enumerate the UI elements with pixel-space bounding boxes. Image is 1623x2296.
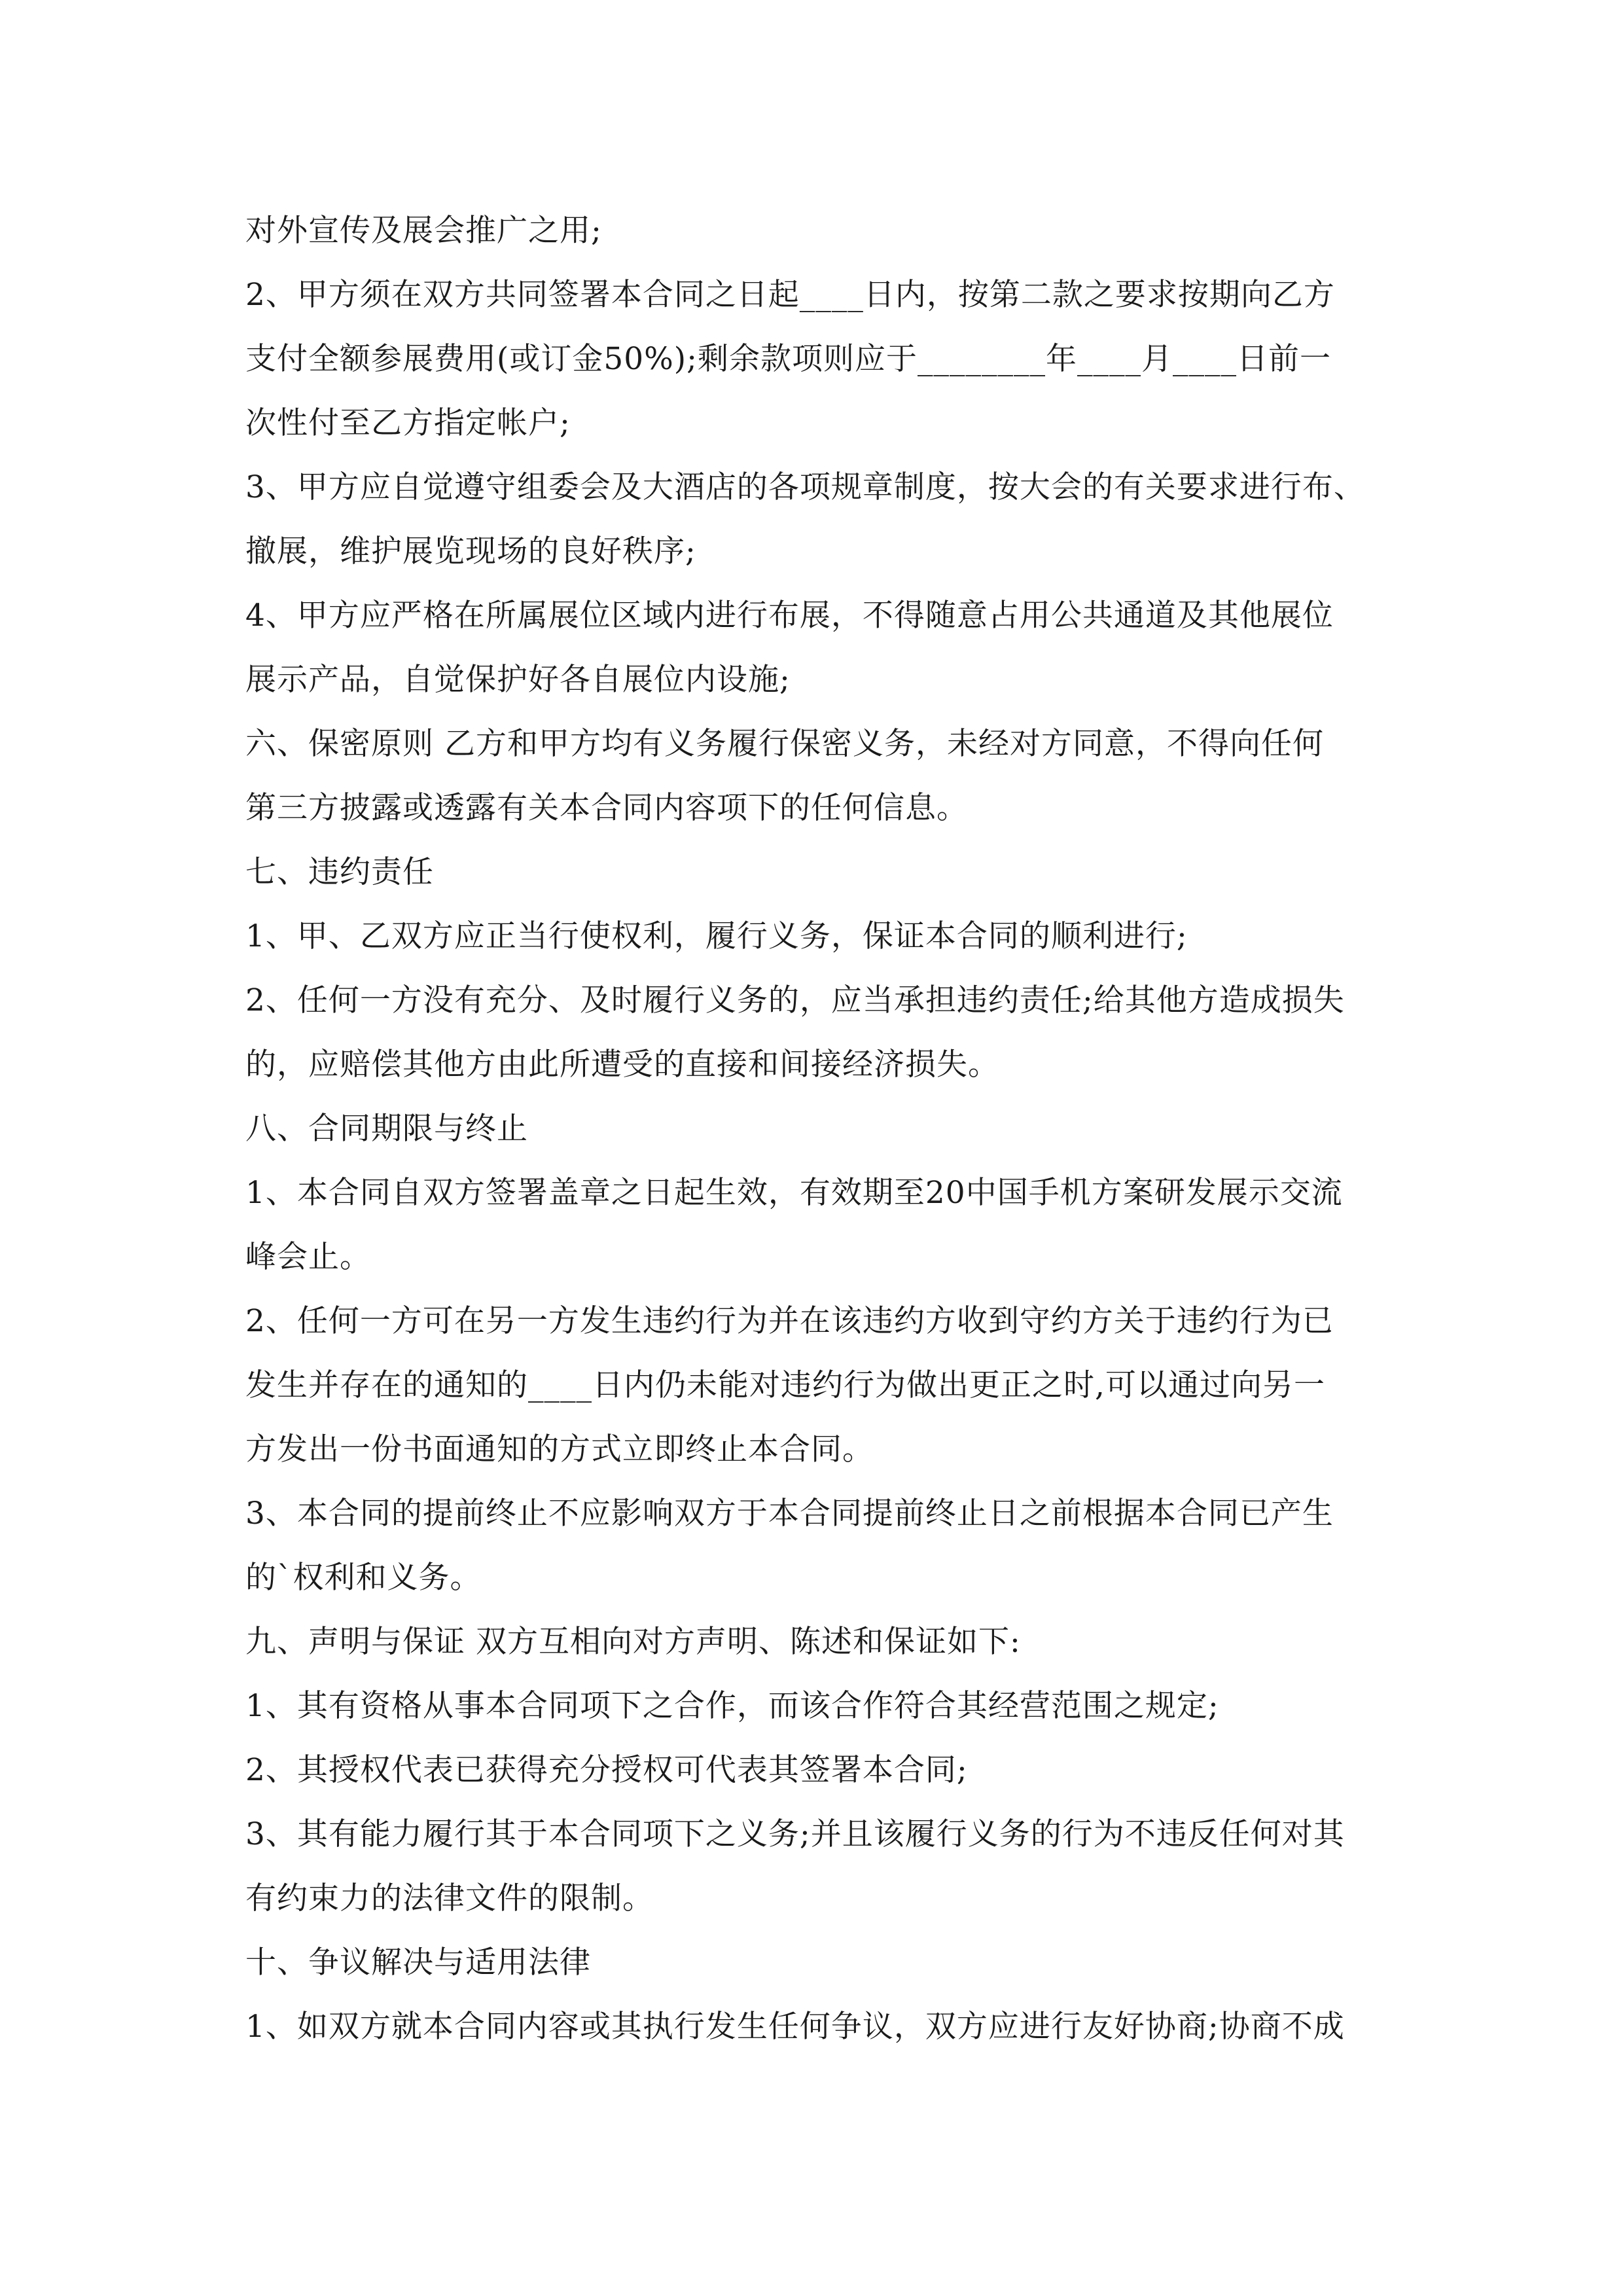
text-line: 3、其有能力履行其于本合同项下之义务;并且该履行义务的行为不违反任何对其 [245,1816,1345,1852]
section-heading-warranty: 九、声明与保证 双方互相向对方声明、陈述和保证如下: [245,1624,1021,1660]
section-heading-dispute: 十、争议解决与适用法律 [245,1945,591,1981]
text-line: 2、甲方须在双方共同签署本合同之日起____日内，按第二款之要求按期向乙方 [245,277,1335,313]
text-line: 展示产品，自觉保护好各自展位内设施; [245,662,791,698]
document-body [245,199,1397,2059]
text-line: 3、甲方应自觉遵守组委会及大酒店的各项规章制度，按大会的有关要求进行布、 [245,469,1365,505]
text-line: 有约束力的法律文件的限制。 [245,1880,654,1916]
text-line: 方发出一份书面通知的方式立即终止本合同。 [245,1431,874,1467]
text-line: 的，应赔偿其他方由此所遭受的直接和间接经济损失。 [245,1047,999,1083]
text-line: 发生并存在的通知的____日内仍未能对违约行为做出更正之时,可以通过向另一 [245,1367,1325,1403]
text-line: 次性付至乙方指定帐户; [245,405,571,441]
text-line: 对外宣传及展会推广之用; [245,213,602,249]
text-line: 撤展，维护展览现场的良好秩序; [245,533,696,569]
text-line: 1、其有资格从事本合同项下之合作，而该合作符合其经营范围之规定; [245,1688,1219,1724]
text-line: 峰会止。 [245,1239,371,1275]
section-heading-breach: 七、违约责任 [245,854,434,890]
text-line: 2、任何一方可在另一方发生违约行为并在该违约方收到守约方关于违约行为已 [245,1303,1334,1339]
text-line: 第三方披露或透露有关本合同内容项下的任何信息。 [245,790,968,826]
section-heading-confidentiality: 六、保密原则 乙方和甲方均有义务履行保密义务，未经对方同意，不得向任何 [245,726,1324,762]
text-line: 1、如双方就本合同内容或其执行发生任何争议，双方应进行友好协商;协商不成 [245,2009,1345,2045]
text-line: 1、甲、乙双方应正当行使权利，履行义务，保证本合同的顺利进行; [245,918,1188,954]
text-line: 2、其授权代表已获得充分授权可代表其签署本合同; [245,1752,968,1788]
section-heading-term: 八、合同期限与终止 [245,1111,528,1147]
text-line: 支付全额参展费用(或订金50%);剩余款项则应于________年____月____日前一 [245,341,1331,377]
text-line: 4、甲方应严格在所属展位区域内进行布展，不得随意占用公共通道及其他展位 [245,598,1334,634]
text-line: 1、本合同自双方签署盖章之日起生效，有效期至20中国手机方案研发展示交流 [245,1175,1343,1211]
text-line: 的`权利和义务。 [245,1560,482,1596]
text-line: 3、本合同的提前终止不应影响双方于本合同提前终止日之前根据本合同已产生 [245,1496,1334,1532]
text-line: 2、任何一方没有充分、及时履行义务的，应当承担违约责任;给其他方造成损失 [245,982,1345,1018]
